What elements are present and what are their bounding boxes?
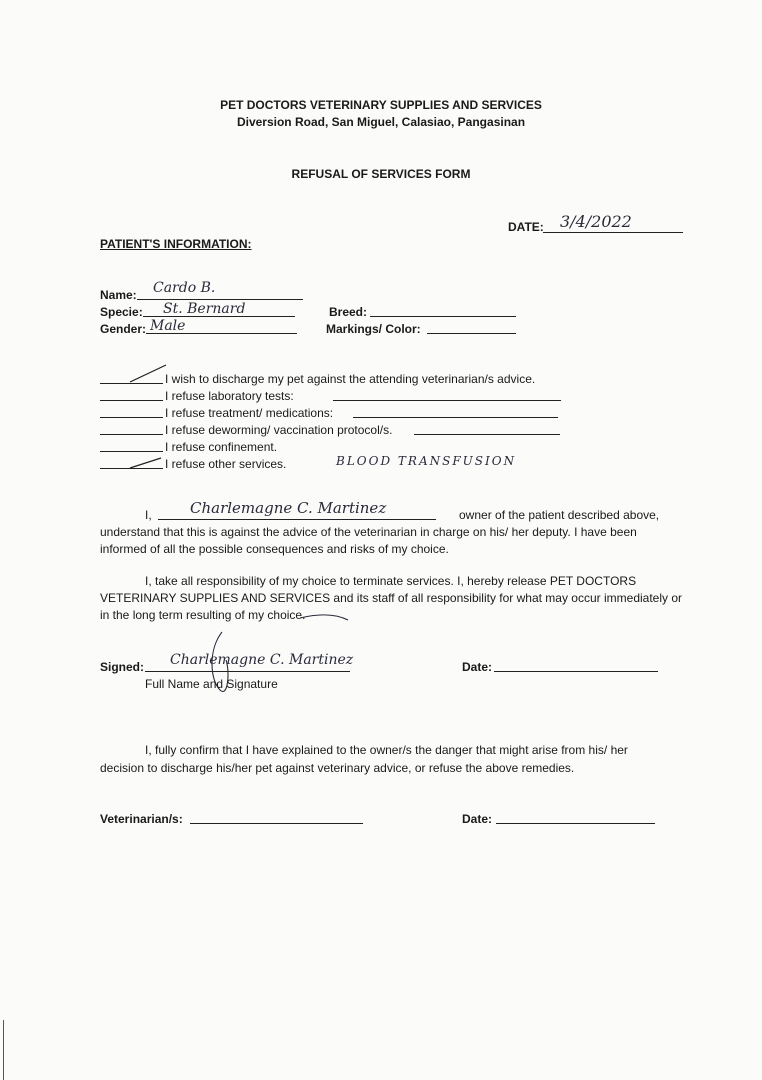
option-blank bbox=[100, 400, 163, 401]
name-label: Name: bbox=[100, 288, 137, 302]
name-value: Cardo B. bbox=[153, 280, 216, 296]
statement-intro: I, bbox=[145, 508, 152, 522]
statement-line3: informed of all the possible consequences and risks of my choice. bbox=[100, 542, 449, 556]
statement-line1-end: owner of the patient described above, bbox=[459, 508, 660, 522]
scan-edge-mark bbox=[3, 1020, 4, 1080]
option-blank bbox=[100, 451, 163, 452]
release-line3: in the long term resulting of my choice. bbox=[100, 608, 306, 622]
specie-label: Specie: bbox=[100, 305, 143, 319]
form-title: REFUSAL OF SERVICES FORM bbox=[291, 167, 471, 181]
veterinarian-date-line bbox=[496, 823, 655, 824]
date-label: DATE: bbox=[508, 220, 544, 234]
veterinarian-label: Veterinarian/s: bbox=[100, 812, 183, 826]
markings-line bbox=[427, 333, 516, 334]
gender-label: Gender: bbox=[100, 322, 147, 336]
veterinarian-date-label: Date: bbox=[462, 812, 493, 826]
markings-label: Markings/ Color: bbox=[326, 322, 421, 336]
breed-line bbox=[370, 316, 516, 317]
release-line2: VETERINARY SUPPLIES AND SERVICES and its staff of all responsibility for what may occur immediately or bbox=[100, 591, 683, 605]
check-mark bbox=[128, 362, 170, 384]
option-deworming: I refuse deworming/ vaccination protocol/s. bbox=[165, 423, 393, 437]
option-confinement: I refuse confinement. bbox=[165, 440, 278, 454]
company-name: PET DOCTORS VETERINARY SUPPLIES AND SERVICES bbox=[220, 98, 542, 112]
breed-label: Breed: bbox=[329, 305, 368, 319]
other-services-value: BLOOD TRANSFUSION bbox=[336, 454, 517, 468]
option-blank bbox=[100, 417, 163, 418]
date-value: 3/4/2022 bbox=[560, 212, 632, 231]
confirm-line1: I, fully confirm that I have explained to the owner/s the danger that might arise from his/ her bbox=[145, 743, 628, 757]
owner-name-line bbox=[158, 519, 436, 520]
option-lab-tests: I refuse laboratory tests: bbox=[165, 389, 294, 403]
company-address: Diversion Road, San Miguel, Calasiao, Pangasinan bbox=[236, 115, 526, 129]
confirm-line2: decision to discharge his/her pet against veterinary advice, or refuse the above remedies. bbox=[100, 761, 575, 775]
option-other-services: I refuse other services. bbox=[165, 457, 287, 471]
signature-value: Charlemagne C. Martinez bbox=[170, 652, 354, 668]
date-line bbox=[543, 232, 683, 233]
deworming-line bbox=[414, 434, 560, 435]
owner-name-value: Charlemagne C. Martinez bbox=[190, 499, 387, 517]
release-line1: I, take all responsibility of my choice to terminate services. I, hereby release PET DOCTORS bbox=[145, 574, 637, 588]
signed-date-label: Date: bbox=[462, 660, 493, 674]
gender-value: Male bbox=[150, 318, 186, 334]
patient-info-heading: PATIENT'S INFORMATION: bbox=[100, 237, 252, 251]
option-treatment: I refuse treatment/ medications: bbox=[165, 406, 334, 420]
name-line bbox=[137, 299, 303, 300]
statement-line2: understand that this is against the advice of the veterinarian in charge on his/ her deputy. I have been bbox=[100, 525, 637, 539]
treatment-line bbox=[353, 417, 558, 418]
lab-tests-line bbox=[333, 400, 561, 401]
specie-value: St. Bernard bbox=[163, 301, 246, 317]
option-discharge: I wish to discharge my pet against the attending veterinarian/s advice. bbox=[165, 372, 536, 386]
signed-date-line bbox=[494, 671, 658, 672]
signed-sub-label: Full Name and Signature bbox=[145, 677, 278, 691]
option-blank bbox=[100, 434, 163, 435]
check-mark bbox=[128, 455, 164, 471]
signed-label: Signed: bbox=[100, 660, 144, 674]
veterinarian-line bbox=[190, 823, 363, 824]
